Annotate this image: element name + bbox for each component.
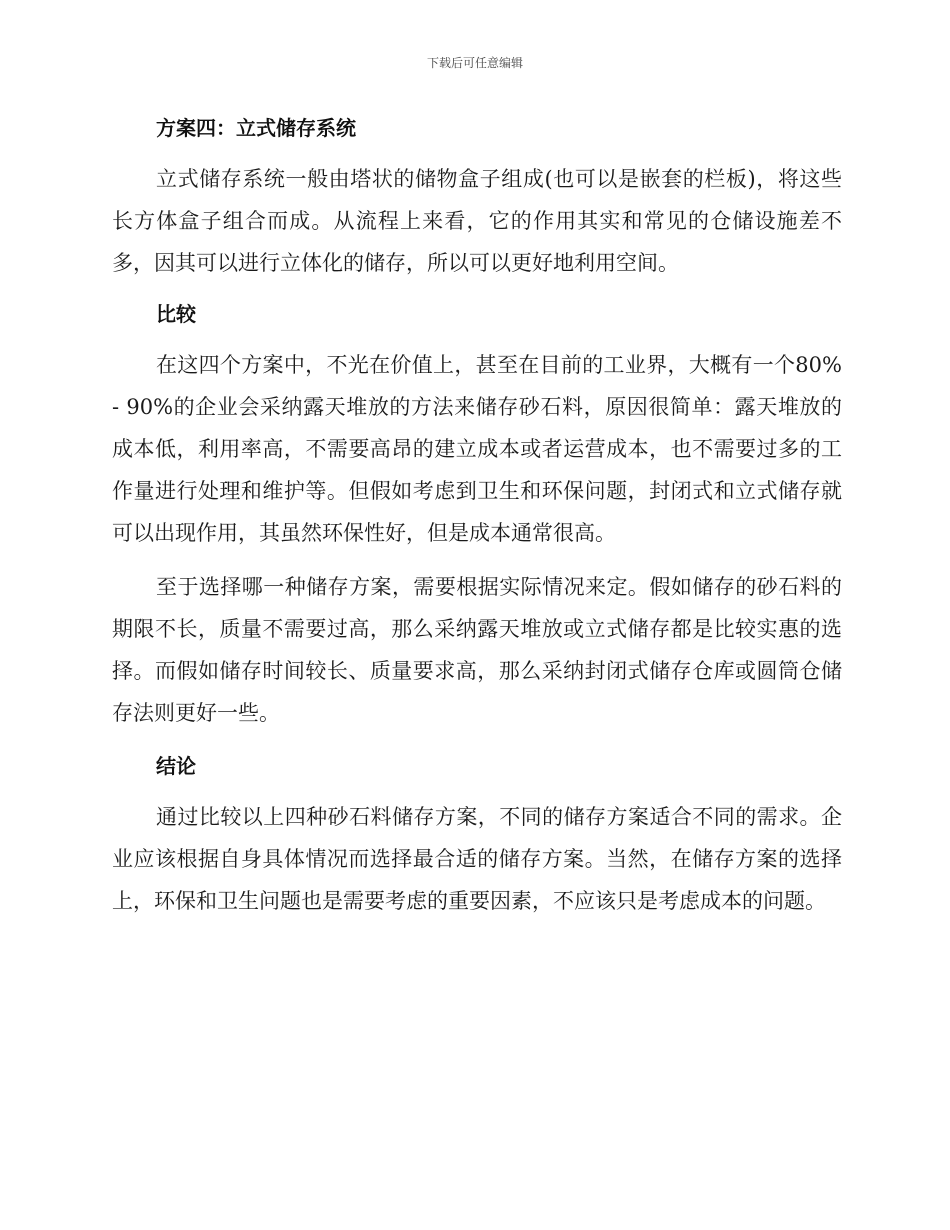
paragraph-conclusion: 通过比较以上四种砂石料储存方案，不同的储存方案适合不同的需求。企业应该根据自身具体情况而选择最合适的储存方案。当然，在储存方案的选择上，环保和卫生问题也是需要考虑的重要因素，不应该只是考虑成本的问题。: [112, 805, 842, 913]
header-note: 下载后可任意编辑: [426, 56, 523, 70]
paragraph-comparison-2: 至于选择哪一种储存方案，需要根据实际情况来定。假如储存的砂石料的期限不长，质量不需要过高，那么采纳露天堆放或立式储存都是比较实惠的选择。而假如储存时间较长、质量要求高，那么采纳封闭式储存仓库或圆筒仓储存法则更好一些。: [112, 575, 842, 725]
document-body: [112, 108, 842, 922]
section-heading-conclusion: 结论: [156, 754, 196, 778]
section-heading-comparison: 比较: [156, 302, 196, 326]
paragraph-plan-four: 立式储存系统一般由塔状的储物盒子组成(也可以是嵌套的栏板)，将这些长方体盒子组合而成。从流程上来看，它的作用其实和常见的仓储设施差不多，因其可以进行立体化的储存，所以可以更好地利用空间。: [112, 167, 842, 275]
paragraph-comparison-1: 在这四个方案中，不光在价值上，甚至在目前的工业界，大概有一个80% - 90%的企业会采纳露天堆放的方法来储存砂石料，原因很简单：露天堆放的成本低，利用率高，不需要高昂的建立成本或者运营成本，也不需要过多的工作量进行处理和维护等。但假如考虑到卫生和环保问题，封闭式和立式储存就可以出现作用，其虽然环保性好，但是成本通常很高。: [112, 353, 842, 545]
section-heading-plan-four: 方案四：立式储存系统: [156, 116, 356, 140]
